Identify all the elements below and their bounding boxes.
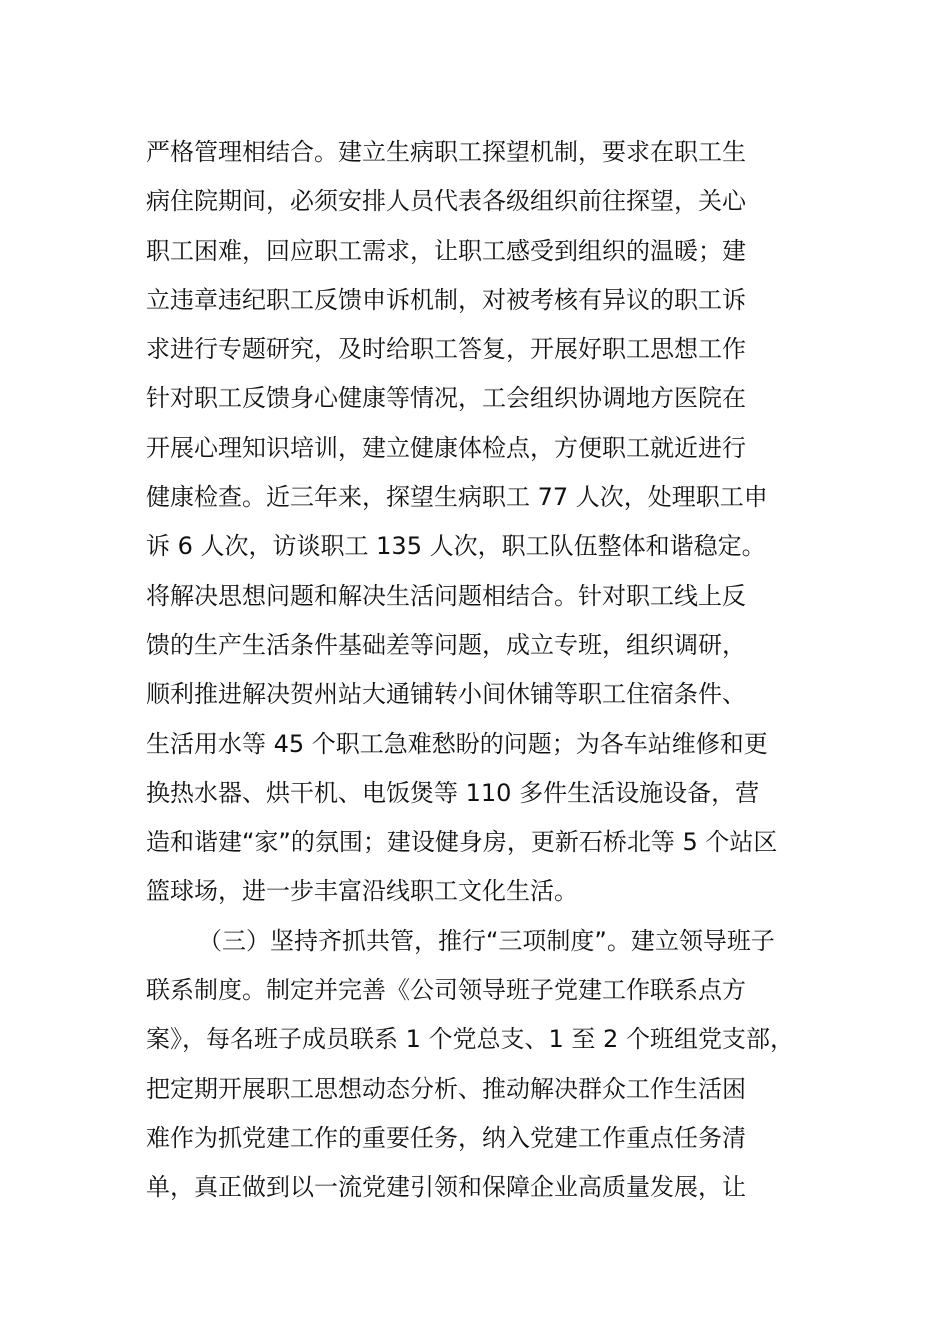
text-line: 求进行专题研究，及时给职工答复，开展好职工思想工作: [146, 335, 746, 364]
text-line: 健康检查。近三年来，探望生病职工 77 人次，处理职工申: [146, 483, 768, 512]
text-line: 把定期开展职工思想动态分析、推动解决群众工作生活困: [146, 1074, 746, 1103]
text-line: 将解决思想问题和解决生活问题相结合。针对职工线上反: [146, 581, 746, 610]
text-line: 难作为抓党建工作的重要任务，纳入党建工作重点任务清: [146, 1123, 746, 1152]
body-text: [146, 128, 846, 1213]
text-line: 馈的生产生活条件基础差等问题，成立专班，组织调研，: [146, 630, 746, 659]
text-line: 造和谐建“家”的氛围；建设健身房，更新石桥北等 5 个站区: [146, 828, 778, 857]
text-line: 病住院期间，必须安排人员代表各级组织前往探望，关心: [146, 187, 746, 216]
text-line: 换热水器、烘干机、电饭煲等 110 多件生活设施设备，营: [146, 778, 760, 807]
text-line: 案》，每名班子成员联系 1 个党总支、1 至 2 个班组党支部，: [146, 1025, 794, 1054]
text-line: 联系制度。制定并完善《公司领导班子党建工作联系点方: [146, 976, 746, 1005]
text-line: 严格管理相结合。建立生病职工探望机制，要求在职工生: [146, 138, 746, 166]
text-line: 生活用水等 45 个职工急难愁盼的问题；为各车站维修和更: [146, 729, 768, 758]
text-line: 单，真正做到以一流党建引领和保障企业高质量发展，让: [146, 1173, 746, 1202]
text-line: 开展心理知识培训，建立健康体检点，方便职工就近进行: [146, 433, 746, 462]
text-line: 顺利推进解决贺州站大通铺转小间休铺等职工住宿条件、: [146, 680, 746, 709]
text-line: 立违章违纪职工反馈申诉机制，对被考核有异议的职工诉: [146, 285, 746, 314]
text-line: 职工困难，回应职工需求，让职工感受到组织的温暖；建: [146, 236, 746, 265]
text-line: 诉 6 人次，访谈职工 135 人次，职工队伍整体和谐稳定。: [146, 532, 766, 561]
text-line: 篮球场，进一步丰富沿线职工文化生活。: [146, 877, 578, 906]
section-heading-line: （三）坚持齐抓共管，推行“三项制度”。建立领导班子: [198, 926, 775, 955]
text-line: 针对职工反馈身心健康等情况，工会组织协调地方医院在: [146, 384, 746, 413]
